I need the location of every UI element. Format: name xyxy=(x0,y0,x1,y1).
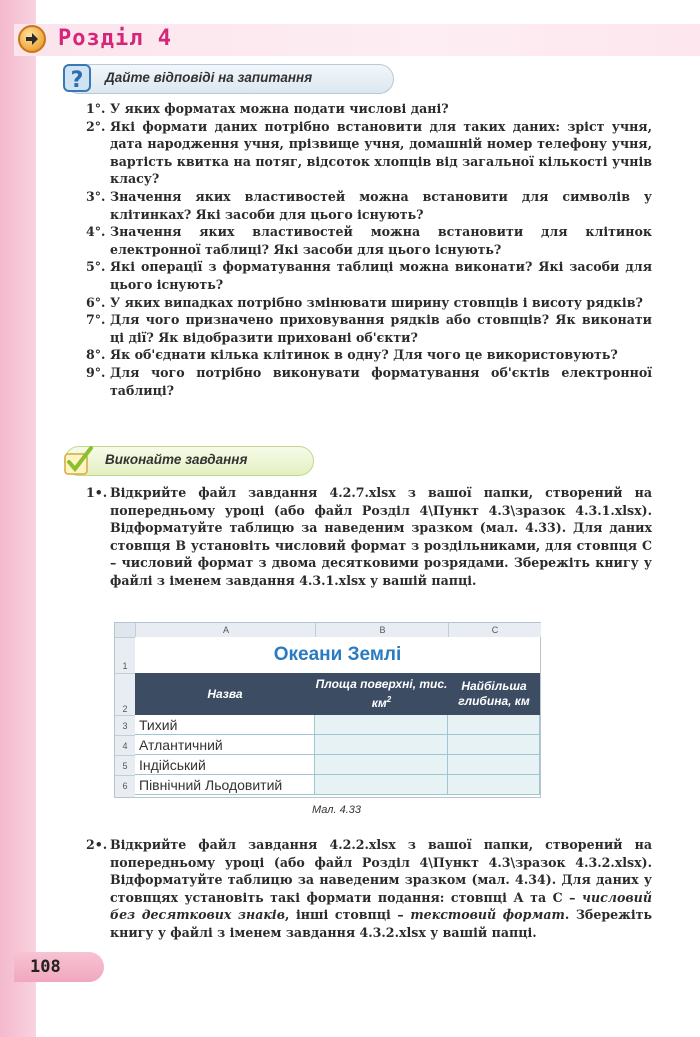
row-header: 2 xyxy=(115,673,135,716)
column-header: A xyxy=(135,623,316,637)
table-cell: Індійський xyxy=(135,755,315,775)
row-header: 3 xyxy=(115,715,135,736)
tasks-banner xyxy=(64,446,314,476)
question-item: 3°. Значення яких властивостей можна встановити для символів у клітинках? Які засоби для цього існують? xyxy=(86,188,652,222)
sheet-title: Океани Землі xyxy=(273,644,402,665)
questions-list xyxy=(86,100,652,399)
question-item: 2°. Які формати даних потрібно встановити для таких даних: зріст учня, дата народження учня, прізвище учня, домашній номер телефону учня, вартість квитка на потяг, відсоток хлопців від загальної кількості учнів класу? xyxy=(86,118,652,187)
table-header-cell: Назва xyxy=(135,673,316,715)
question-item: 1°. У яких форматах можна подати числові дані? xyxy=(86,101,449,116)
arrow-right-icon xyxy=(18,25,46,53)
question-item: 5°. Які операції з форматування таблиці можна виконати? Які засоби для цього існують? xyxy=(86,259,652,292)
task-number: 1•. xyxy=(86,485,108,500)
sheet-corner xyxy=(115,623,135,637)
checkmark-icon xyxy=(61,444,95,478)
svg-text:?: ? xyxy=(70,68,84,93)
question-item: 8°. Як об'єднати кілька клітинок в одну? Для чого це використовують? xyxy=(86,347,618,363)
question-item: 7°. Для чого призначено приховування рядків або стовпців? Як виконати ці дії? Як відобразити приховані об'єкти? xyxy=(86,312,652,345)
figure-caption: Мал. 4.33 xyxy=(312,804,362,816)
page-number: 108 xyxy=(30,957,61,977)
tasks-banner-label: Виконайте завдання xyxy=(105,452,248,467)
question-item: 6°. У яких випадках потрібно змінювати ширину стовпців і висоту рядків? xyxy=(86,294,643,310)
table-cell: Тихий xyxy=(135,715,315,735)
task-text: Відкрийте файл завдання 4.2.7.xlsx з вашої папки, створений на попередньому уроці (або файл Розділ 4\Пункт 4.3\зразок 4.3.1.xlsx). Відформатуйте таблицю за наведеним зразком (мал. 4.33). Для даних стовпця В установіть числовий формат з роздільниками, для стовпця С – числовий формат з двома десятковими розрядами. Збережіть книгу у файлі з іменем завдання 4.3.1.xlsx у вашій папці. xyxy=(110,485,652,588)
table-cell xyxy=(448,735,540,755)
question-icon xyxy=(61,62,95,96)
column-header: C xyxy=(448,623,541,637)
task-text: Відкрийте файл завдання 4.2.2.xlsx з вашої папки, створений на попередньому уроці (або файл Розділ 4\Пункт 4.3\зразок 4.3.2.xlsx). Відформатуйте таблицю за наведеним зразком (мал. 4.34). Для даних у стовпцях установіть такі формати подання: стовпці А та С – числовий без десяткових знаків, інші стовпці – текстовий формат. Збережіть книгу у файлі з іменем завдання 4.3.2.xlsx у вашій папці. xyxy=(110,837,653,940)
table-cell xyxy=(315,755,448,775)
spreadsheet-figure xyxy=(114,622,541,798)
column-header: B xyxy=(315,623,449,637)
table-cell xyxy=(315,715,448,735)
row-header: 4 xyxy=(115,735,135,756)
row-header: 5 xyxy=(115,755,135,776)
task-2 xyxy=(86,836,652,942)
table-cell xyxy=(315,775,448,795)
table-cell: Північний Льодовитий xyxy=(135,775,315,795)
table-cell xyxy=(448,715,540,735)
task-number: 2•. xyxy=(86,837,108,852)
table-cell xyxy=(448,775,540,795)
table-cell: Атлантичний xyxy=(135,735,315,755)
table-cell xyxy=(315,735,448,755)
chapter-title: Розділ 4 xyxy=(58,26,172,51)
table-header-cell: Площа поверхні, тис. $км^2$ xyxy=(315,673,449,715)
table-cell xyxy=(448,755,540,775)
row-header: 6 xyxy=(115,775,135,797)
questions-banner-label: Дайте відповіді на запитання xyxy=(105,70,313,85)
questions-banner xyxy=(64,64,394,94)
page-margin-band xyxy=(0,0,36,1037)
question-item: 9°. Для чого потрібно виконувати форматування об'єктів електронної таблиці? xyxy=(86,364,652,398)
task-1 xyxy=(86,484,652,590)
table-header-cell: Найбільша глибина, км xyxy=(448,673,540,715)
question-item: 4°. Значення яких властивостей можна встановити для клітинок електронної таблиці? Які засоби для цього існують? xyxy=(86,224,652,257)
row-header: 1 xyxy=(115,637,135,674)
